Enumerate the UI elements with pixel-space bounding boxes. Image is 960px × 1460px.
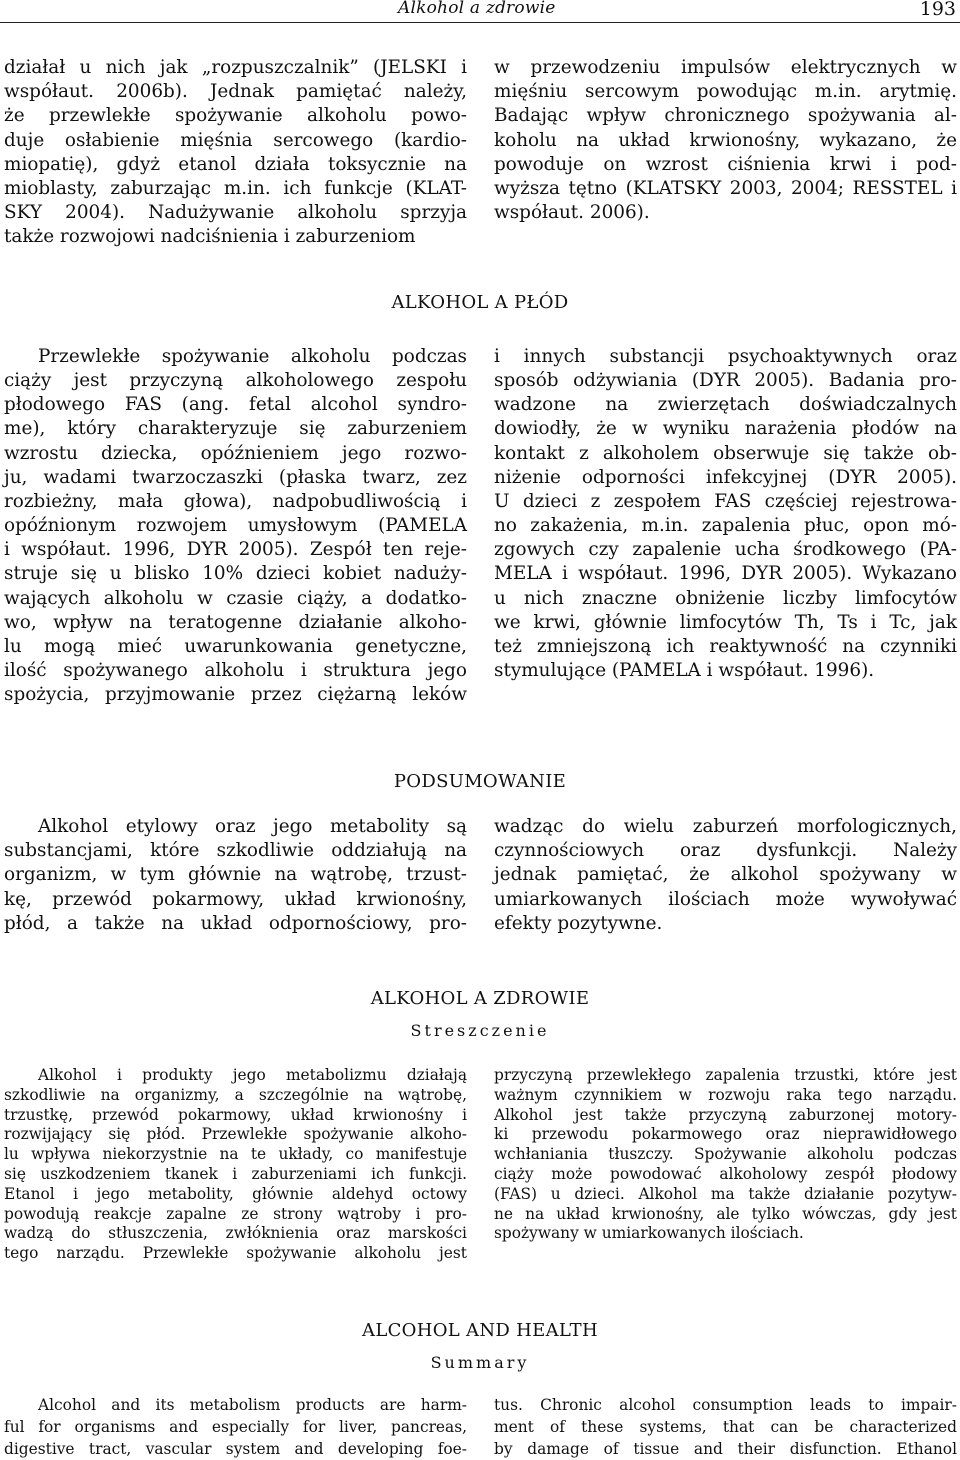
text-line: tus. Chronic alcohol consumption leads to impair- — [494, 1396, 957, 1414]
abstract-pl-left-column — [4, 1066, 467, 1264]
text-line: U dzieci z zespołem FAS częściej rejestrowa- — [494, 490, 957, 512]
text-line: mioblasty, zaburzając m.in. ich funkcje (KLAT- — [4, 178, 467, 200]
text-line: trzustkę, przewód pokarmowy, układ krwionośny i — [4, 1105, 467, 1124]
text-line: by damage of tissue and their disfunction. Ethanol — [494, 1439, 957, 1458]
intro-left-column — [4, 56, 467, 250]
text-line: wadząc do wielu zaburzeń morfologicznych, — [494, 816, 957, 837]
text-line: Alkohol i produkty jego metabolizmu działają — [38, 1066, 467, 1084]
text-line: Etanol i jego metabolity, głównie aldehyd octowy — [4, 1184, 467, 1203]
text-line: substancjami, które szkodliwie oddziałują na — [4, 840, 467, 862]
text-line: powodują reakcje zapalne ze strony wątroby i pro- — [4, 1204, 467, 1223]
text-line: digestive tract, vascular system and developing foe- — [4, 1439, 467, 1458]
text-line: kę, przewód pokarmowy, układ krwionośny, — [4, 888, 467, 910]
text-line: działał u nich jak „rozpuszczalnik” (JELSKI i — [4, 57, 467, 78]
text-line: przyczyną przewlekłego zapalenia trzustki, które jest — [494, 1066, 957, 1084]
text-line: miopatię), gdyż etanol działa toksycznie na — [4, 153, 467, 175]
text-line: Przewlekłe spożywanie alkoholu podczas — [38, 346, 467, 367]
text-line: że przewlekłe spożywanie alkoholu powo- — [4, 105, 467, 127]
text-line: współaut. 2006). — [494, 202, 650, 224]
intro-right-column — [494, 56, 957, 225]
text-line: współaut. 2006b). Jednak pamiętać należy, — [4, 81, 467, 103]
text-line: umiarkowanych ilościach może wywoływać — [494, 888, 957, 910]
text-line: i współaut. 1996, DYR 2005). Zespół ten reje- — [4, 539, 467, 561]
text-line: powoduje on wzrost ciśnienia krwi i pod- — [494, 153, 957, 175]
text-line: ilość spożywanego alkoholu i struktura jego — [4, 660, 467, 682]
text-line: wadzone na zwierzętach doświadczalnych — [494, 394, 957, 416]
abstract-pl-right-column — [494, 1066, 957, 1244]
text-line: Alkohol etylowy oraz jego metabolity są — [38, 816, 467, 837]
text-line: ne na układ krwionośny, ale tylko wówczas, gdy jest — [494, 1204, 957, 1223]
summary-left-column — [4, 815, 467, 936]
text-line: lu wpływa niekorzystnie na te układy, co manifestuje — [4, 1145, 467, 1164]
summary-right-column — [494, 815, 957, 936]
text-line: szkodliwie na organizmy, a szczególnie na wątrobę, — [4, 1085, 467, 1104]
text-line: koholu na układ krwionośny, wykazano, że — [494, 129, 957, 151]
text-line: no zakażenia, m.in. zapalenia płuc, opon mó- — [494, 515, 957, 537]
text-line: jednak pamiętać, że alkohol spożywany w — [494, 864, 957, 886]
text-line: zgowych czy zapalenie ucha środkowego (PA- — [494, 539, 957, 561]
text-line: czynnościowych oraz dysfunkcji. Należy — [494, 840, 957, 862]
text-line: opóźnionym rozwojem umysłowym (PAMELA — [4, 515, 467, 537]
text-line: spożywany w umiarkowanych ilościach. — [494, 1224, 804, 1243]
text-line: wających alkoholu w czasie ciąży, a dodatko- — [4, 587, 467, 609]
text-line: rozbieżny, mała głowa), nadpobudliwością i — [4, 490, 467, 512]
text-line: Alkohol jest także przyczyną zaburzonej motory- — [494, 1105, 957, 1124]
fetus-left-column — [4, 345, 467, 707]
text-line: wyższa tętno (KLATSKY 2003, 2004; RESSTEL i — [494, 178, 957, 200]
text-line: wo, wpływ na teratogenne działanie alkoho- — [4, 611, 467, 633]
text-line: tego narządu. Przewlekłe spożywanie alkoholu jest — [4, 1244, 467, 1263]
abstract-en-right-column — [494, 1395, 957, 1460]
text-line: niżenie odporności infekcyjnej (DYR 2005). — [494, 466, 957, 488]
abstract-en-title: ALCOHOL AND HEALTH — [362, 1320, 598, 1341]
text-line: Alcohol and its metabolism products are harm- — [38, 1396, 467, 1414]
text-line: me), który charakteryzuje się zaburzeniem — [4, 418, 467, 440]
text-line: wadzą do stłuszczenia, zwłóknienia oraz marskości — [4, 1224, 467, 1243]
text-line: ważnym czynnikiem w rozwoju raka tego narządu. — [494, 1085, 957, 1104]
text-line: i innych substancji psychoaktywnych oraz — [494, 346, 957, 367]
text-line: stymulujące (PAMELA i współaut. 1996). — [494, 660, 875, 682]
text-line: się uszkodzeniem tkanek i zaburzeniami ich funkcji. — [4, 1164, 467, 1183]
text-line: efekty pozytywne. — [494, 912, 663, 934]
text-line: płód, a także na układ odpornościowy, pro- — [4, 912, 467, 934]
running-title: Alkohol a zdrowie — [398, 0, 556, 18]
text-line: (FAS) u dzieci. Alkohol ma także działanie pozytyw- — [494, 1184, 957, 1203]
text-line: ju, wadami twarzoczaszki (płaska twarz, zez — [4, 466, 467, 488]
abstract-pl-title: ALKOHOL A ZDROWIE — [370, 988, 590, 1009]
text-line: ciąży może powodować alkoholowy zespół płodowy — [494, 1164, 957, 1183]
text-line: też zmniejszoną ich reaktywność na czynniki — [494, 635, 957, 657]
text-line: duje osłabienie mięśnia sercowego (kardio- — [4, 129, 467, 151]
text-line: ment of these systems, that can be characterized — [494, 1417, 957, 1436]
text-line: u nich znaczne obniżenie liczby limfocytów — [494, 587, 957, 609]
abstract-en-left-column — [4, 1395, 467, 1460]
text-line: struje się u blisko 10% dzieci kobiet nadużу- — [4, 563, 467, 585]
text-line: SKY 2004). Nadużywanie alkoholu sprzyja — [4, 202, 467, 224]
text-line: Badając wpływ chronicznego spożywania al- — [494, 105, 957, 127]
text-line: ki przewodu pokarmowego oraz nieprawidłowego — [494, 1125, 957, 1144]
text-line: sposób odżywiania (DYR 2005). Badania pro- — [494, 370, 957, 392]
text-line: ful for organisms and especially for liver, pancreas, — [4, 1417, 467, 1436]
text-line: we krwi, głównie limfocytów Th, Ts i Tc, jak — [494, 611, 957, 633]
text-line: lu mogą mieć uwarunkowania genetyczne, — [4, 635, 467, 657]
page-number: 193 — [919, 0, 956, 20]
section-heading-fetus: ALKOHOL A PŁÓD — [391, 292, 569, 313]
text-line: spożycia, przyjmowanie przez ciężarną leków — [4, 684, 467, 706]
text-line: organizm, w tym głównie na wątrobę, trzust- — [4, 864, 467, 886]
section-heading-summary: PODSUMOWANIE — [393, 771, 567, 792]
text-line: także rozwojowi nadciśnienia i zaburzeniom — [4, 226, 416, 248]
text-line: wchłaniania tłuszczy. Spożywanie alkoholu podczas — [494, 1145, 957, 1164]
text-line: wzrostu dziecka, opóźnieniem jego rozwo- — [4, 442, 467, 464]
abstract-pl-subtitle: Streszczenie — [410, 1021, 550, 1040]
text-line: mięśniu sercowym powodując m.in. arytmię. — [494, 81, 957, 103]
text-line: rozwijający się płód. Przewlekłe spożywanie alkoho- — [4, 1125, 467, 1144]
text-line: płodowego FAS (ang. fetal alcohol syndro- — [4, 394, 467, 416]
text-line: MELA i współaut. 1996, DYR 2005). Wykazano — [494, 563, 957, 585]
text-line: ciąży jest przyczyną alkoholowego zespołu — [4, 370, 467, 392]
fetus-right-column — [494, 345, 957, 683]
text-line: w przewodzeniu impulsów elektrycznych w — [494, 57, 957, 78]
page-header — [0, 0, 960, 23]
abstract-en-subtitle: Summary — [430, 1353, 530, 1372]
text-line: dowiodły, że w wyniku narażenia płodów na — [494, 418, 957, 440]
text-line: kontakt z alkoholem obserwuje się także ob- — [494, 442, 957, 464]
